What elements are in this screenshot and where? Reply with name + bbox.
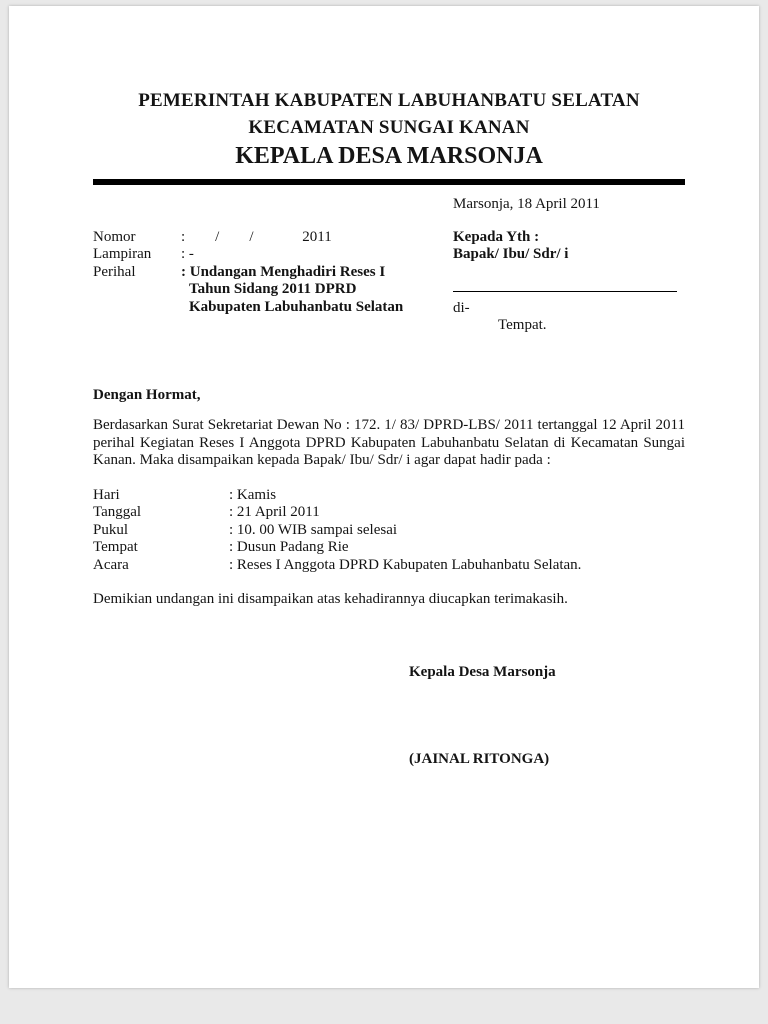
detail-label: Tanggal (93, 504, 142, 520)
lampiran-row (93, 246, 453, 264)
date-row-spacer (93, 196, 453, 214)
nomor-value: : / / 2011 (181, 228, 332, 245)
body-paragraph: Berdasarkan Surat Sekretariat Dewan No : 172. 1/ 83/ DPRD-LBS/ 2011 tertanggal 12 April 2011 perihal Kegiatan Reses I Anggota DPRD Kabupaten Labuhanbatu Selatan di Kecamatan Sungai Kanan. Maka disampaikan kepada Bapak/ Ibu/ Sdr/ i agar dapat hadir pada : (93, 417, 685, 468)
detail-row-tanggal (93, 504, 685, 522)
signature-name: (JAINAL RITONGA) (409, 751, 550, 767)
recipient-block (453, 229, 685, 335)
letterhead-divider (93, 179, 685, 185)
detail-row-hari (93, 487, 685, 505)
detail-row-tempat (93, 539, 685, 557)
date-line: Marsonja, 18 April 2011 (453, 196, 600, 212)
recipient-di: di- (453, 299, 470, 316)
recipient-kepada-yth: Kepada Yth : (453, 228, 540, 245)
perihal-value (181, 264, 403, 317)
detail-row-acara (93, 557, 685, 575)
perihal-line-2: Tahun Sidang 2011 DPRD (189, 281, 357, 297)
closing-paragraph: Demikian undangan ini disampaikan atas kehadirannya diucapkan terimakasih. (93, 591, 568, 607)
nomor-row (93, 229, 453, 247)
detail-value: : 10. 00 WIB sampai selesai (229, 521, 398, 538)
detail-label: Acara (93, 556, 129, 573)
letter-meta (93, 229, 453, 335)
perihal-line-1: : Undangan Menghadiri Reses I (181, 263, 386, 280)
detail-label: Hari (93, 486, 120, 503)
letterhead-line-2: KECAMATAN SUNGAI KANAN (248, 117, 530, 138)
letterhead-line-3: KEPALA DESA MARSONJA (235, 143, 543, 169)
lampiran-label: Lampiran (93, 246, 152, 262)
detail-row-pukul (93, 522, 685, 540)
recipient-tempat: Tempat. (498, 317, 547, 333)
document-page (9, 6, 759, 988)
nomor-label: Nomor (93, 228, 136, 245)
date-row (93, 196, 685, 214)
event-details (93, 487, 685, 575)
recipient-underline (453, 291, 677, 292)
signature-title: Kepala Desa Marsonja (409, 663, 556, 680)
detail-value: : Reses I Anggota DPRD Kabupaten Labuhanbatu Selatan. (229, 556, 582, 573)
lampiran-value: : - (181, 246, 194, 262)
recipient-bapak-ibu: Bapak/ Ibu/ Sdr/ i (453, 246, 569, 262)
meta-and-recipient (93, 229, 685, 335)
perihal-label: Perihal (93, 263, 136, 280)
letterhead-line-1: PEMERINTAH KABUPATEN LABUHANBATU SELATAN (138, 90, 640, 111)
signature-block (409, 664, 685, 769)
detail-value: : Kamis (229, 486, 277, 503)
detail-label: Tempat (93, 539, 138, 555)
perihal-row (93, 264, 453, 317)
perihal-line-3: Kabupaten Labuhanbatu Selatan (189, 298, 404, 315)
detail-label: Pukul (93, 521, 129, 538)
detail-value: : 21 April 2011 (229, 504, 320, 520)
letterhead (93, 88, 685, 171)
detail-value: : Dusun Padang Rie (229, 539, 349, 555)
salutation: Dengan Hormat, (93, 386, 201, 403)
